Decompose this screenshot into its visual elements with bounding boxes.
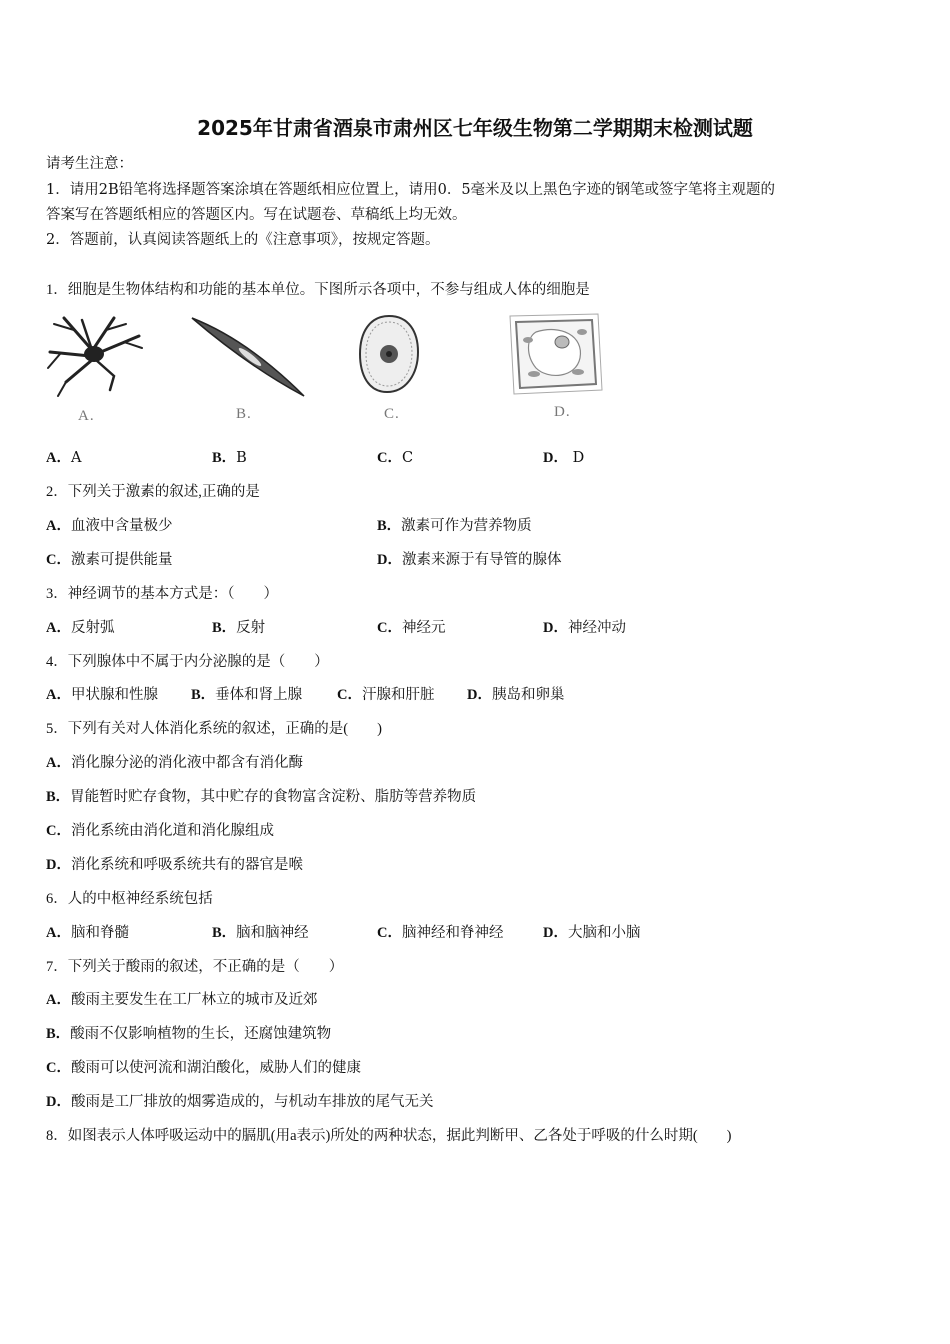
figure-label-d: D.	[554, 404, 571, 420]
question-4-stem: 4．下列腺体中不属于内分泌腺的是（ ）	[46, 654, 329, 670]
q2-option-d: D．激素来源于有导管的腺体	[377, 552, 562, 568]
q3-option-a: A．反射弧	[46, 620, 115, 636]
q3-option-c: C．神经元	[377, 620, 446, 636]
q5-option-b: B．胃能暂时贮存食物，其中贮存的食物富含淀粉、脂肪等营养物质	[46, 789, 477, 805]
q5-option-d: D．消化系统和呼吸系统共有的器官是喉	[46, 857, 303, 873]
q4-option-d: D．胰岛和卵巢	[467, 687, 565, 703]
q7-option-c: C．酸雨可以使河流和湖泊酸化，威胁人们的健康	[46, 1060, 361, 1076]
figure-label-a: A.	[78, 408, 95, 424]
q5-option-c: C．消化系统由消化道和消化腺组成	[46, 823, 274, 839]
q2-option-b: B．激素可作为营养物质	[377, 518, 532, 534]
question-7-stem: 7．下列关于酸雨的叙述，不正确的是（ ）	[46, 959, 344, 975]
notice-line-3: 2．答题前，认真阅读答题纸上的《注意事项》，按规定答题。	[46, 232, 440, 248]
notice-line-2: 答案写在答题纸相应的答题区内。写在试题卷、草稿纸上均无效。	[46, 207, 467, 223]
q4-option-a: A．甲状腺和性腺	[46, 687, 158, 703]
q6-option-a: A．脑和脊髓	[46, 925, 129, 941]
q4-option-c: C．汗腺和肝脏	[337, 687, 435, 703]
q1-option-b: B．B	[212, 450, 247, 466]
question-2-stem: 2．下列关于激素的叙述,正确的是	[46, 484, 260, 500]
page-title: 2025年甘肃省酒泉市肃州区七年级生物第二学期期末检测试题	[197, 116, 753, 140]
q3-option-b: B．反射	[212, 620, 266, 636]
q7-option-d: D．酸雨是工厂排放的烟雾造成的，与机动车排放的尾气无关	[46, 1094, 434, 1110]
question-3-stem: 3．神经调节的基本方式是：（ ）	[46, 586, 278, 602]
q2-option-c: C．激素可提供能量	[46, 552, 173, 568]
question-5-stem: 5．下列有关对人体消化系统的叙述，正确的是( )	[46, 721, 382, 737]
question-1-stem: 1．细胞是生物体结构和功能的基本单位。下图所示各项中，不参与组成人体的细胞是	[46, 282, 590, 298]
q4-option-b: B．垂体和肾上腺	[191, 687, 303, 703]
q7-option-a: A．酸雨主要发生在工厂林立的城市及近郊	[46, 992, 318, 1008]
q7-option-b: B．酸雨不仅影响植物的生长，还腐蚀建筑物	[46, 1026, 332, 1042]
q1-option-d: D． D	[543, 450, 585, 466]
q6-option-d: D．大脑和小脑	[543, 925, 641, 941]
notice-heading: 请考生注意：	[46, 156, 133, 172]
figure-b-muscle-cell	[188, 310, 308, 405]
q2-option-a: A．血液中含量极少	[46, 518, 173, 534]
q3-option-d: D．神经冲动	[543, 620, 626, 636]
question-6-stem: 6．人的中枢神经系统包括	[46, 891, 213, 907]
question-8-stem: 8．如图表示人体呼吸运动中的膈肌(用a表示)所处的两种状态，据此判断甲、乙各处于呼吸的什么时期( )	[46, 1128, 732, 1144]
q1-option-a: A．A	[46, 450, 82, 466]
figure-label-b: B.	[236, 406, 252, 422]
q6-option-b: B．脑和脑神经	[212, 925, 309, 941]
q5-option-a: A．消化腺分泌的消化液中都含有消化酶	[46, 755, 303, 771]
figure-d-plant-cell	[506, 310, 606, 405]
q6-option-c: C．脑神经和脊神经	[377, 925, 504, 941]
figure-a-neuron	[44, 310, 144, 405]
cell-figures	[40, 310, 640, 430]
figure-c-round-cell	[354, 310, 424, 405]
q1-option-c: C．C	[377, 450, 414, 466]
figure-label-c: C.	[384, 406, 400, 422]
notice-line-1: 1．请用2B铅笔将选择题答案涂填在答题纸相应位置上，请用0．5毫米及以上黑色字迹的钢笔或签字笔将主观题的	[46, 182, 776, 198]
